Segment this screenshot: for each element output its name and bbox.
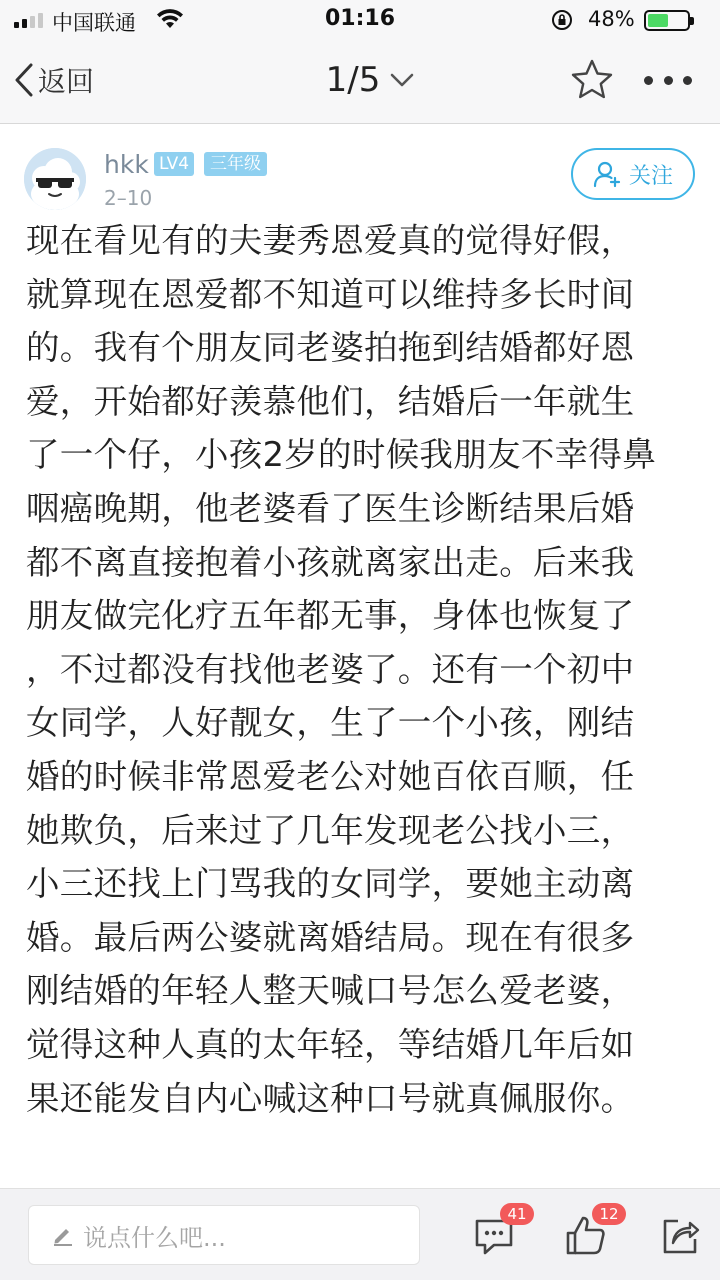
clock: 01:16 [324, 6, 396, 31]
nav-bar [0, 40, 720, 124]
status-bar [0, 0, 720, 40]
post-line: 女同学，人好靓女，生了一个小孩，刚结 [26, 703, 635, 743]
post-author-header [0, 124, 720, 224]
post-line: 现在看见有的夫妻秀恩爱真的觉得好假， [26, 221, 635, 260]
post-line: 的。我有个朋友同老婆拍拖到结婚都好恩 [26, 328, 635, 368]
post-line: 都不离直接抱着小孩就离家出走。后来我 [26, 542, 635, 582]
chevron-left-icon [14, 63, 34, 97]
follow-label: 关注 [628, 163, 673, 189]
comment-placeholder: 说点什么吧... [83, 1223, 226, 1252]
grade-badge: 三年级 [204, 152, 267, 176]
avatar[interactable] [24, 148, 86, 210]
post-content [26, 214, 696, 1125]
post-line: 咽癌晚期，他老婆看了医生诊断结果后婚 [26, 488, 635, 528]
post-line: 婚。最后两公婆就离婚结局。现在有很多 [26, 917, 635, 957]
post-line: 刚结婚的年轻人整天喊口号怎么爱老婆， [26, 971, 635, 1011]
page-selector[interactable] [300, 58, 440, 102]
level-badge: LV4 [154, 152, 194, 176]
cloud-sunglasses-avatar-icon [24, 148, 86, 210]
post-line: 她欺负，后来过了几年发现老公找小三， [26, 810, 635, 850]
like-count-badge: 12 [592, 1203, 626, 1225]
page-indicator: 1/5 [325, 60, 381, 100]
pencil-icon [51, 1223, 75, 1247]
bottom-action-bar [0, 1188, 720, 1280]
battery-percent: 48% [588, 7, 635, 31]
post-line: 觉得这种人真的太年轻，等结婚几年后如 [26, 1024, 635, 1064]
share-button[interactable] [660, 1213, 708, 1257]
favorite-star-icon[interactable] [570, 58, 614, 102]
rotation-lock-icon [550, 8, 574, 32]
comment-input[interactable] [28, 1205, 420, 1265]
post-line: 了一个仔，小孩2岁的时候我朋友不幸得鼻 [26, 435, 657, 475]
chevron-down-icon [390, 73, 414, 87]
back-label: 返回 [38, 65, 95, 98]
post-line: 果还能发自内心喊这种口号就真佩服你。 [26, 1078, 635, 1118]
comment-count-badge: 41 [500, 1203, 534, 1225]
username[interactable]: hkk [104, 150, 149, 179]
post-line: 爱，开始都好羡慕他们，结婚后一年就生 [26, 381, 635, 421]
post-date: 2–10 [104, 186, 153, 210]
post-line: 就算现在恩爱都不知道可以维持多长时间 [26, 274, 635, 314]
add-user-icon [593, 160, 621, 188]
comments-button[interactable] [472, 1205, 527, 1257]
post-line: 小三还找上门骂我的女同学，要她主动离 [26, 864, 635, 904]
share-icon [660, 1213, 700, 1257]
battery-icon [644, 10, 690, 31]
like-button[interactable] [564, 1205, 619, 1257]
back-button[interactable] [14, 60, 94, 100]
follow-button[interactable] [571, 148, 695, 200]
carrier-name: 中国联通 [52, 11, 136, 35]
more-options-icon[interactable] [644, 64, 692, 96]
post-line: 婚的时候非常恩爱老公对她百依百顺，任 [26, 756, 635, 796]
post-line: 朋友做完化疗五年都无事，身体也恢复了 [26, 596, 635, 636]
post-line: ，不过都没有找他老婆了。还有一个初中 [26, 649, 635, 689]
